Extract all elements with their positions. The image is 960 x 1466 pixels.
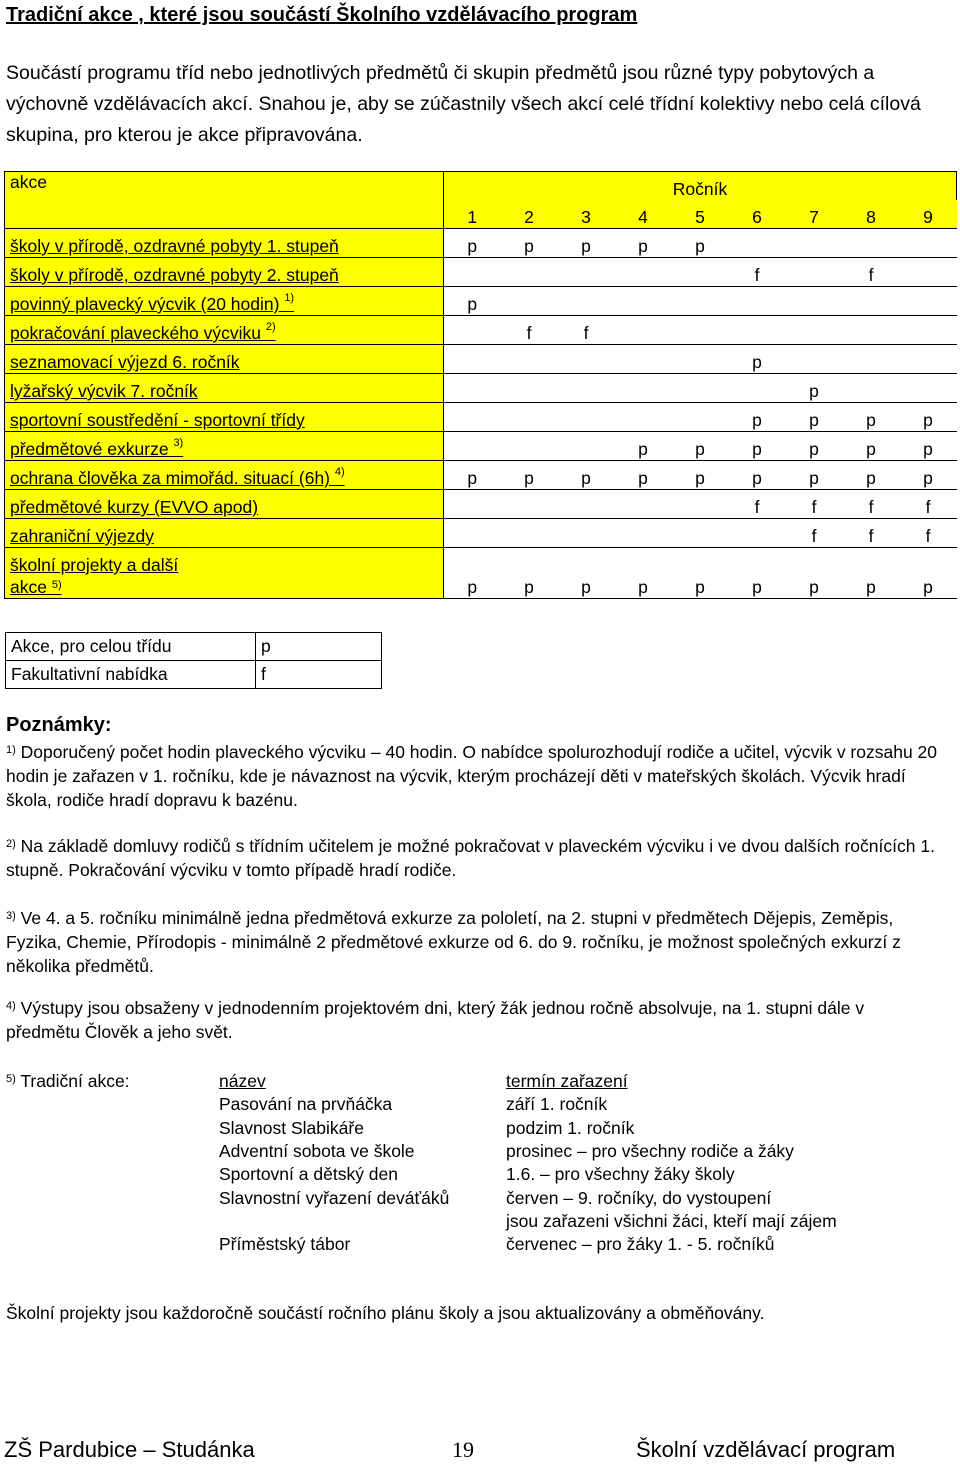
cell-grade-6 — [729, 287, 786, 316]
row-label — [5, 403, 444, 432]
cell-grade-7 — [786, 229, 843, 258]
cell-grade-9: p — [900, 548, 957, 599]
note-text: Ve 4. a 5. ročníku minimálně jedna předmětová exkurze za pololetí, na 2. stupni v předmětech Dějepis, Zeměpis, Fyzika, Chemie, Přírodopis - minimálně 2 předmětové exkurze od 6. do 9. ročníku, je možnost společných exkurzí z několika předmětů. — [6, 908, 901, 976]
cell-grade-3 — [558, 403, 615, 432]
header-rocnik: Ročník — [444, 172, 957, 201]
cell-grade-6 — [729, 519, 786, 548]
cell-grade-2 — [501, 403, 558, 432]
cell-grade-3 — [558, 258, 615, 287]
cell-grade-1: p — [444, 548, 501, 599]
cell-grade-7: f — [786, 519, 843, 548]
cell-grade-8 — [843, 345, 900, 374]
cell-grade-4 — [615, 287, 672, 316]
note-1 — [6, 740, 941, 812]
cell-grade-1 — [444, 490, 501, 519]
legend-row — [6, 633, 382, 661]
cell-grade-5 — [672, 490, 729, 519]
cell-grade-2: p — [501, 548, 558, 599]
row-label-text: pokračování plaveckého výcviku — [10, 323, 261, 343]
cell-grade-1: p — [444, 461, 501, 490]
cell-grade-1: p — [444, 229, 501, 258]
cell-grade-1 — [444, 258, 501, 287]
row-label — [5, 345, 444, 374]
cell-grade-1 — [444, 374, 501, 403]
table-row — [5, 316, 957, 345]
footnote-ref: 2) — [265, 321, 276, 333]
event-name: Příměstský tábor — [219, 1234, 351, 1255]
row-label — [5, 374, 444, 403]
cell-grade-3 — [558, 345, 615, 374]
note-text: Doporučený počet hodin plaveckého výcviku – 40 hodin. O nabídce spolurozhodují rodiče a učitel, výcvik v rozsahu 20 hodin je zařazen v 1. ročníku, kde je návaznost na výcvik, kterým procházejí děti v mateřských školách. Výcvik hradí škola, rodiče hradí dopravu k bazénu. — [6, 742, 938, 810]
cell-grade-9 — [900, 287, 957, 316]
table-header-row — [5, 172, 957, 201]
cell-grade-5 — [672, 345, 729, 374]
cell-grade-5: p — [672, 548, 729, 599]
grade-3: 3 — [558, 200, 615, 229]
cell-grade-3: p — [558, 461, 615, 490]
note-number: 3) — [6, 910, 16, 922]
table-row — [5, 548, 957, 599]
cell-grade-9: p — [900, 461, 957, 490]
cell-grade-6: p — [729, 461, 786, 490]
row-label-text: školy v přírodě, ozdravné pobyty 2. stupeň — [10, 265, 339, 285]
footnote-ref: 3) — [173, 437, 184, 449]
footer-page-number: 19 — [452, 1437, 474, 1462]
note-2 — [6, 834, 941, 882]
cell-grade-1 — [444, 316, 501, 345]
cell-grade-3 — [558, 287, 615, 316]
footnote-ref: 4) — [334, 466, 345, 478]
row-label-text: předmětové exkurze — [10, 439, 169, 459]
row-label — [5, 258, 444, 287]
row-label-text: lyžařský výcvik 7. ročník — [10, 381, 198, 401]
cell-grade-4: p — [615, 461, 672, 490]
cell-grade-9 — [900, 374, 957, 403]
cell-grade-2: p — [501, 461, 558, 490]
cell-grade-2 — [501, 345, 558, 374]
note-3 — [6, 906, 941, 978]
event-name: Pasování na prvňáčka — [219, 1094, 393, 1115]
note-number: 5) — [6, 1073, 16, 1085]
cell-grade-3: p — [558, 548, 615, 599]
row-label — [5, 548, 444, 599]
notes-heading: Poznámky: — [6, 714, 112, 736]
cell-grade-2 — [501, 258, 558, 287]
grade-4: 4 — [615, 200, 672, 229]
cell-grade-9: p — [900, 403, 957, 432]
cell-grade-4 — [615, 403, 672, 432]
grade-2: 2 — [501, 200, 558, 229]
table-row — [5, 490, 957, 519]
intro-paragraph: Součástí programu tříd nebo jednotlivých předmětů či skupin předmětů jsou různé typy pobytových a výchovně vzdělávacích akcí. Snahou je, aby se zúčastnily všech akcí celé třídní kolektivy nebo celá cílová skupina, pro kterou je akce připravována. — [6, 62, 921, 146]
cell-grade-4 — [615, 519, 672, 548]
cell-grade-8: p — [843, 432, 900, 461]
cell-grade-7: p — [786, 374, 843, 403]
note-number: 4) — [6, 1000, 16, 1012]
cell-grade-7: p — [786, 461, 843, 490]
cell-grade-4: p — [615, 229, 672, 258]
cell-grade-4 — [615, 258, 672, 287]
cell-grade-8 — [843, 374, 900, 403]
row-label-text: zahraniční výjezdy — [10, 526, 154, 546]
table-row — [5, 229, 957, 258]
legend-value: p — [256, 633, 382, 661]
cell-grade-6: p — [729, 548, 786, 599]
row-label — [5, 229, 444, 258]
cell-grade-5 — [672, 287, 729, 316]
cell-grade-3 — [558, 519, 615, 548]
row-label — [5, 461, 444, 490]
legend-label: Fakultativní nabídka — [6, 661, 256, 689]
cell-grade-3: f — [558, 316, 615, 345]
cell-grade-5 — [672, 374, 729, 403]
cell-grade-4 — [615, 490, 672, 519]
grade-8: 8 — [843, 200, 900, 229]
event-term: 1.6. – pro všechny žáky školy — [506, 1164, 735, 1185]
event-term: červenec – pro žáky 1. - 5. ročníků — [506, 1234, 775, 1255]
event-name: Slavnostní vyřazení deváťáků — [219, 1187, 450, 1208]
grade-7: 7 — [786, 200, 843, 229]
legend-value: f — [256, 661, 382, 689]
grade-9: 9 — [900, 200, 957, 229]
cell-grade-6: p — [729, 403, 786, 432]
cell-grade-4: p — [615, 432, 672, 461]
cell-grade-1 — [444, 403, 501, 432]
cell-grade-8: f — [843, 490, 900, 519]
event-name: Slavnost Slabikáře — [219, 1117, 364, 1138]
footer-school: ZŠ Pardubice – Studánka — [4, 1437, 255, 1462]
cell-grade-5 — [672, 403, 729, 432]
header-akce: akce — [5, 172, 444, 229]
note-text: Výstupy jsou obsaženy v jednodenním projektovém dni, který žák jednou ročně absolvuje, na 1. stupni dále v předmětu Člověk a jeho svět. — [6, 998, 865, 1042]
cell-grade-4 — [615, 345, 672, 374]
traditional-label — [6, 1070, 130, 1093]
cell-grade-6 — [729, 316, 786, 345]
table-row — [5, 258, 957, 287]
events-table — [4, 171, 957, 599]
grade-6: 6 — [729, 200, 786, 229]
cell-grade-3 — [558, 374, 615, 403]
row-label — [5, 490, 444, 519]
cell-grade-6 — [729, 374, 786, 403]
table-row — [5, 519, 957, 548]
cell-grade-8: p — [843, 548, 900, 599]
col-head-name: název — [219, 1071, 266, 1091]
note-number: 1) — [6, 744, 16, 756]
cell-grade-7: p — [786, 548, 843, 599]
closing-text: Školní projekty jsou každoročně součástí ročního plánu školy a jsou aktualizovány a obměňovány. — [6, 1303, 765, 1323]
cell-grade-3 — [558, 432, 615, 461]
cell-grade-2 — [501, 287, 558, 316]
cell-grade-2 — [501, 519, 558, 548]
cell-grade-8: f — [843, 258, 900, 287]
cell-grade-1: p — [444, 287, 501, 316]
cell-grade-4: p — [615, 548, 672, 599]
row-label-line1: školní projekty a další — [10, 555, 179, 575]
cell-grade-2 — [501, 374, 558, 403]
cell-grade-4 — [615, 316, 672, 345]
cell-grade-5: p — [672, 229, 729, 258]
traditional-label-text: Tradiční akce: — [20, 1071, 130, 1091]
cell-grade-2 — [501, 490, 558, 519]
cell-grade-5 — [672, 316, 729, 345]
cell-grade-3 — [558, 490, 615, 519]
row-label-text: ochrana člověka za mimořád. situací (6h) — [10, 468, 330, 488]
cell-grade-3: p — [558, 229, 615, 258]
event-term: září 1. ročník — [506, 1094, 608, 1115]
event-term: prosinec – pro všechny rodiče a žáky — [506, 1140, 794, 1161]
row-label-text: sportovní soustředění - sportovní třídy — [10, 410, 305, 430]
note-4 — [6, 996, 941, 1044]
row-label — [5, 519, 444, 548]
row-label — [5, 287, 444, 316]
cell-grade-9: f — [900, 519, 957, 548]
cell-grade-7 — [786, 345, 843, 374]
table-row — [5, 374, 957, 403]
row-label-text: předmětové kurzy (EVVO apod) — [10, 497, 259, 517]
table-row — [5, 345, 957, 374]
cell-grade-7: p — [786, 403, 843, 432]
table-row — [5, 432, 957, 461]
cell-grade-2: f — [501, 316, 558, 345]
row-label-text: školy v přírodě, ozdravné pobyty 1. stupeň — [10, 236, 339, 256]
row-label-text: povinný plavecký výcvik (20 hodin) — [10, 294, 280, 314]
row-label — [5, 316, 444, 345]
cell-grade-9: p — [900, 432, 957, 461]
legend-row — [6, 661, 382, 689]
cell-grade-7 — [786, 287, 843, 316]
cell-grade-6: f — [729, 258, 786, 287]
cell-grade-7: f — [786, 490, 843, 519]
cell-grade-4 — [615, 374, 672, 403]
footnote-ref: 1) — [284, 292, 295, 304]
table-row — [5, 461, 957, 490]
legend-table — [5, 632, 382, 689]
page-title: Tradiční akce , které jsou součástí Školního vzdělávacího program — [6, 4, 638, 26]
cell-grade-6 — [729, 229, 786, 258]
cell-grade-7 — [786, 316, 843, 345]
cell-grade-6: p — [729, 345, 786, 374]
event-term: podzim 1. ročník — [506, 1117, 635, 1138]
table-row — [5, 403, 957, 432]
cell-grade-2 — [501, 432, 558, 461]
cell-grade-9 — [900, 345, 957, 374]
col-head-term: termín zařazení — [506, 1071, 628, 1091]
cell-grade-6: f — [729, 490, 786, 519]
cell-grade-8: p — [843, 461, 900, 490]
event-name: Adventní sobota ve škole — [219, 1140, 415, 1161]
cell-grade-9 — [900, 258, 957, 287]
row-label — [5, 432, 444, 461]
grade-5: 5 — [672, 200, 729, 229]
cell-grade-6: p — [729, 432, 786, 461]
cell-grade-2: p — [501, 229, 558, 258]
table-row — [5, 287, 957, 316]
cell-grade-5 — [672, 519, 729, 548]
cell-grade-8: f — [843, 519, 900, 548]
cell-grade-5 — [672, 258, 729, 287]
note-text: Na základě domluvy rodičů s třídním učitelem je možné pokračovat v plaveckém výcviku i ve dvou dalších ročnících 1. stupně. Pokračování výcviku v tomto případě hradí rodiče. — [6, 836, 935, 880]
legend-label: Akce, pro celou třídu — [6, 633, 256, 661]
cell-grade-1 — [444, 345, 501, 374]
row-label-text: akce — [10, 577, 47, 597]
cell-grade-5: p — [672, 432, 729, 461]
row-label-text: seznamovací výjezd 6. ročník — [10, 352, 240, 372]
cell-grade-8 — [843, 287, 900, 316]
footnote-ref: 5) — [51, 579, 62, 591]
footer-doc-name: Školní vzdělávací program — [636, 1437, 896, 1462]
cell-grade-7: p — [786, 432, 843, 461]
note-number: 2) — [6, 838, 16, 850]
cell-grade-9 — [900, 229, 957, 258]
event-term: jsou zařazeni všichni žáci, kteří mají zájem — [506, 1210, 837, 1231]
cell-grade-7 — [786, 258, 843, 287]
cell-grade-8: p — [843, 403, 900, 432]
cell-grade-1 — [444, 432, 501, 461]
cell-grade-9: f — [900, 490, 957, 519]
cell-grade-5: p — [672, 461, 729, 490]
event-name: Sportovní a dětský den — [219, 1164, 398, 1185]
event-term: červen – 9. ročníky, do vystoupení — [506, 1187, 772, 1208]
cell-grade-8 — [843, 229, 900, 258]
grade-1: 1 — [444, 200, 501, 229]
cell-grade-1 — [444, 519, 501, 548]
cell-grade-8 — [843, 316, 900, 345]
cell-grade-9 — [900, 316, 957, 345]
